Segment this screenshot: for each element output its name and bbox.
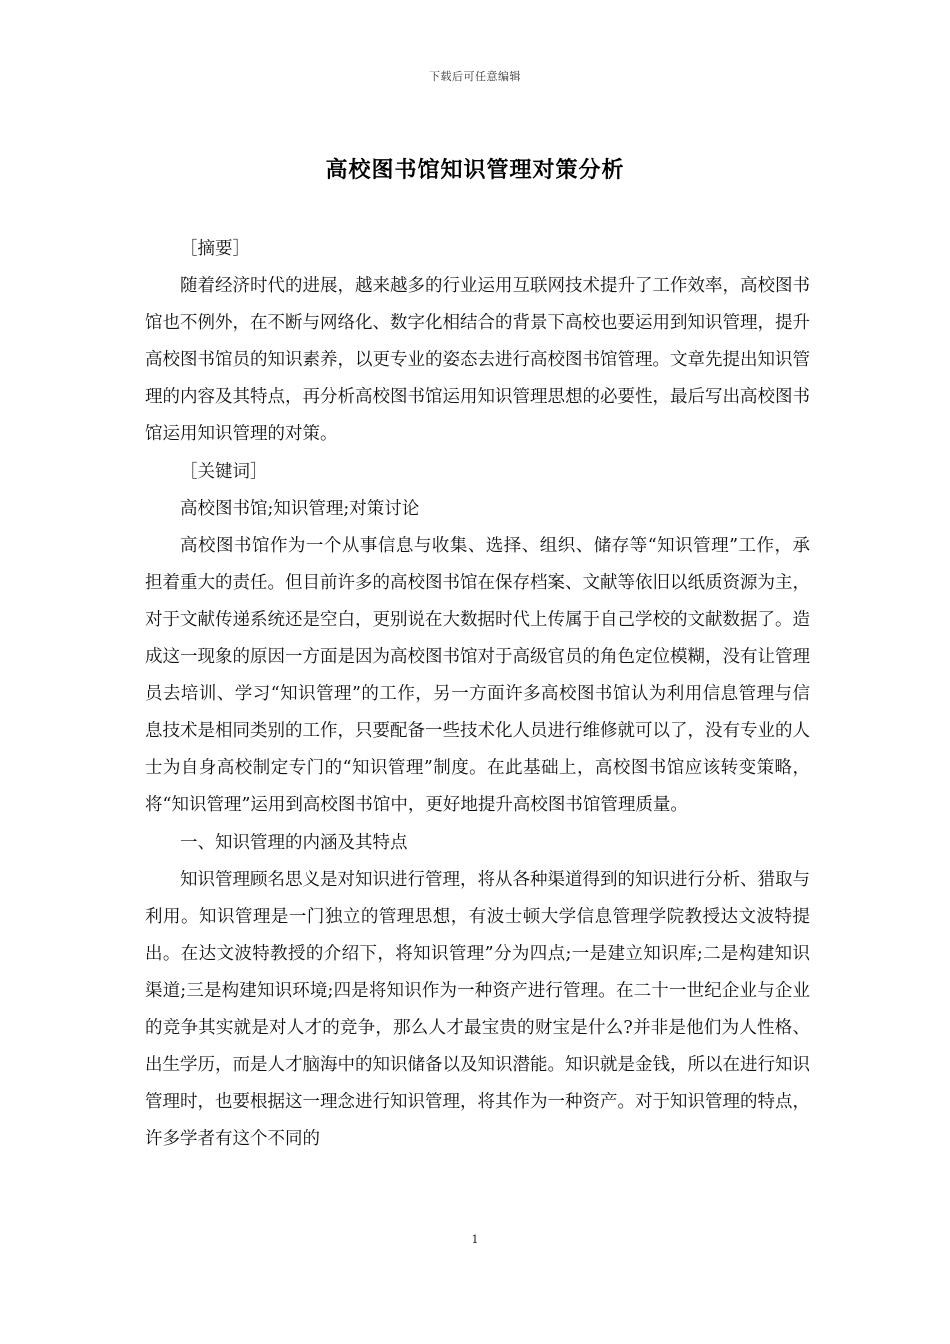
header-note: 下载后可任意编辑 bbox=[429, 70, 521, 83]
section-paragraph: 知识管理顾名思义是对知识进行管理，将从各种渠道得到的知识进行分析、猎取与利用。知识管理是一门独立的管理思想，有波士顿大学信息管理学院教授达文波特提出。在达文波特教授的介绍下，将知识管理”分为四点;一是建立知识库;二是构建知识渠道;三是构建知识环境;四是将知识作为一种资产进行管理。在二十一世纪企业与企业的竞争其实就是对人才的竞争，那么人才最宝贵的财宝是什么?并非是他们为人性格、出生学历，而是人才脑海中的知识储备以及知识潜能。知识就是金钱，所以在进行知识管理时，也要根据这一理念进行知识管理，将其作为一种资产。对于知识管理的特点，许多学者有这个不同的 bbox=[145, 869, 810, 1150]
intro-paragraph: 高校图书馆作为一个从事信息与收集、选择、组织、储存等“知识管理”工作，承担着重大的责任。但目前许多的高校图书馆在保存档案、文献等依旧以纸质资源为主，对于文献传递系统还是空白，更别说在大数据时代上传属于自己学校的文献数据了。造成这一现象的原因一方面是因为高校图书馆对于高级官员的角色定位模糊，没有让管理员去培训、学习“知识管理”的工作，另一方面许多高校图书馆认为利用信息管理与信息技术是相同类别的工作，只要配备一些技术化人员进行维修就可以了，没有专业的人士为自身高校制定专门的“知识管理”制度。在此基础上，高校图书馆应该转变策略，将“知识管理”运用到高校图书馆中，更好地提升高校图书馆管理质量。 bbox=[145, 535, 810, 816]
keywords-paragraph: 高校图书馆;知识管理;对策讨论 bbox=[180, 498, 420, 519]
document-body bbox=[145, 231, 810, 1158]
page-number: 1 bbox=[471, 1233, 479, 1246]
abstract-paragraph: 随着经济时代的进展，越来越多的行业运用互联网技术提升了工作效率，高校图书馆也不例外，在不断与网络化、数字化相结合的背景下高校也要运用到知识管理，提升高校图书馆员的知识素养，以更专业的姿态去进行高校图书馆管理。文章先提出知识管理的内容及其特点，再分析高校图书馆运用知识管理思想的必要性，最后写出高校图书馆运用知识管理的对策。 bbox=[145, 276, 810, 445]
abstract-heading: ［摘要］ bbox=[180, 239, 250, 259]
keywords-heading: ［关键词］ bbox=[180, 461, 268, 482]
document-title: 高校图书馆知识管理对策分析 bbox=[325, 157, 625, 183]
section-heading: 一、知识管理的内涵及其特点 bbox=[180, 832, 408, 853]
